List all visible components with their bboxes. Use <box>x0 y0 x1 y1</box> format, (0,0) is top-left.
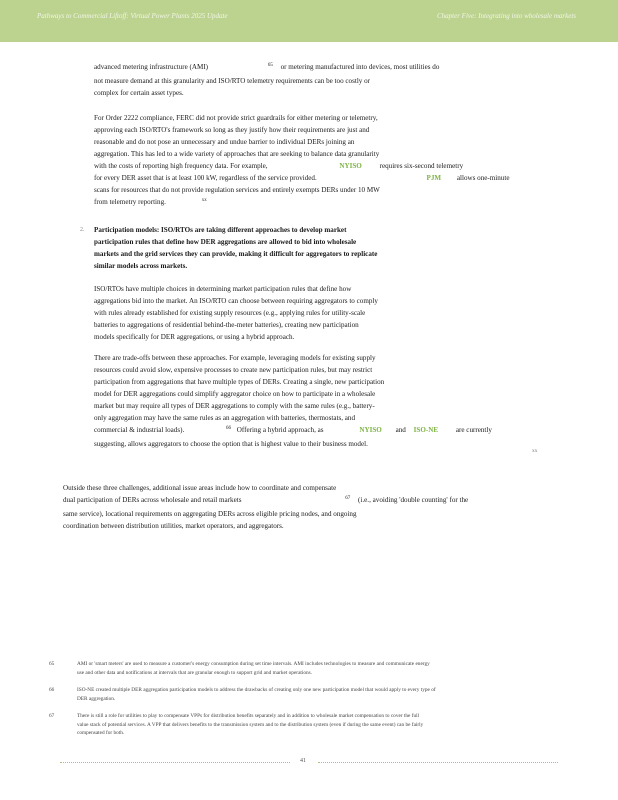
text: or metering manufactured into devices, most utilities do <box>280 63 440 71</box>
text: Offering a hybrid approach, as <box>236 426 324 434</box>
footnote-number: 66 <box>49 687 55 693</box>
chapter-title: Chapter Five: Integrating into wholesale markets <box>436 12 576 20</box>
text: approving each ISO/RTO's framework so long as they justify how their requirements are just and <box>94 126 370 134</box>
text: compensated for both. <box>77 730 125 736</box>
text: and <box>395 426 406 434</box>
paragraph-ferc <box>94 112 509 210</box>
footer-divider-right <box>318 762 558 763</box>
text: There is still a role for utilities to play to compensate VPPs for distribution benefits separately and in addition to wholesale market compensation to cover the full <box>77 713 420 719</box>
footer-divider-left <box>60 762 290 763</box>
text: not measure demand at this granularity and ISO/RTO telemetry requirements can be too costly or <box>94 77 371 85</box>
paragraph-iso-rto-choices <box>94 283 378 343</box>
text: resources could avoid slow, expensive processes to create new participation rules, but may restrict <box>94 366 373 374</box>
text: allows one-minute <box>456 174 510 182</box>
text: requires six-second telemetry <box>379 162 464 170</box>
text: DER aggregation. <box>77 695 116 702</box>
text: ISO/RTOs have multiple choices in determining market participation rules that define how <box>94 285 352 293</box>
text: scans for resources that do not provide regulation services and entirely exempts DERs under 10 MW <box>94 186 380 194</box>
text: suggesting, allows aggregators to choose the option that is highest value to their business model. <box>94 440 368 448</box>
text: use and other data and notifications at intervals that are granular enough to support grid and market operations. <box>77 669 313 676</box>
text: participation from aggregations that have multiple types of DERs. Creating a single, new participation <box>94 378 385 386</box>
text: batteries to aggregations of residential behind-the-meter batteries), creating new participation <box>94 321 359 329</box>
footnote-number: 65 <box>49 661 55 667</box>
text: (i.e., avoiding 'double counting' for the <box>358 496 469 504</box>
footnote-ref[interactable]: xx <box>532 448 538 454</box>
header-banner <box>0 0 618 42</box>
text: commercial & industrial loads). <box>94 426 185 434</box>
list-number: 2. <box>80 227 85 233</box>
paragraph-trade-offs <box>94 352 492 450</box>
text: dual participation of DERs across wholesale and retail markets <box>63 496 242 504</box>
footnote-number: 67 <box>49 713 55 719</box>
text: coordination between distribution utilities, market operators, and aggregators. <box>63 522 284 530</box>
text: For Order 2222 compliance, FERC did not provide strict guardrails for either metering or telemetry, <box>94 114 378 122</box>
footnote-ref[interactable]: 66 <box>226 426 232 431</box>
text: same service), locational requirements on aggregating DERs across eligible pricing nodes, and ongoing <box>63 510 357 518</box>
text: for every DER asset that is at least 100 kW, regardless of the service provided. <box>94 174 317 182</box>
text: reasonable and do not pose an unnecessary and undue barrier to individual DERs joining an <box>94 138 355 146</box>
text: with the costs of reporting high frequency data. For example, <box>94 162 268 170</box>
participation-models-heading <box>94 224 377 272</box>
footnote-ref[interactable]: 67 <box>345 496 351 501</box>
text: advanced metering infrastructure (AMI) <box>94 63 209 71</box>
text: aggregations bid into the market. An ISO/RTO can choose between requiring aggregators to comply <box>94 297 378 305</box>
text: AMI or 'smart meters' are used to measure a customer's energy consumption during set time intervals. AMI includes technologies to measure and communicate energy <box>77 661 430 667</box>
text: ISO-NE created multiple DER aggregation participation models to address the drawbacks of creating only one new participation model that would apply to every type of <box>77 687 436 693</box>
text: Outside these three challenges, additional issue areas include how to coordinate and compensate <box>63 484 337 492</box>
text: market but may require all types of DER aggregations to comply with the same rules (e.g., battery- <box>94 402 375 410</box>
text: model for DER aggregations could simplify aggregator choice on how to participate in a wholesale <box>94 390 376 398</box>
text: similar models across markets. <box>94 262 188 270</box>
footnote-67 <box>49 712 557 738</box>
paragraph-metering <box>94 61 439 99</box>
text: only aggregation may have the same rules as an aggregation with batteries, thermostats, and <box>94 414 356 422</box>
text: There are trade-offs between these approaches. For example, leveraging models for existing supply <box>94 354 376 362</box>
nyiso-link[interactable]: NYISO <box>339 162 362 170</box>
text: from telemetry reporting. <box>94 198 166 206</box>
text: aggregation. This has led to a wide variety of approaches that are seeking to balance data granularity <box>94 150 380 158</box>
text: markets and the grid services they can provide, making it difficult for aggregators to replicate <box>94 250 378 258</box>
nyiso-link[interactable]: NYISO <box>359 426 382 434</box>
text: value stack of potential services. A VPP that delivers benefits to the transmission system and to the distribution system (even if during the same event) can be fairly <box>77 721 424 728</box>
text: participation rules that define how DER aggregations are allowed to bid into wholesale <box>94 238 357 246</box>
footnote-ref[interactable]: 65 <box>267 63 273 68</box>
page-number: 41 <box>300 758 306 764</box>
footnote-66 <box>49 686 557 703</box>
paragraph-other-issues <box>63 482 468 532</box>
footnote-ref[interactable]: xx <box>201 198 207 203</box>
report-title: Pathways to Commercial Liftoff: Virtual Power Plants 2025 Update <box>37 12 228 20</box>
text: Participation models: ISO/RTOs are taking different approaches to develop market <box>94 226 347 234</box>
footnote-65 <box>49 660 557 677</box>
text: with rules already established for existing supply resources (e.g., applying rules for utility-scale <box>94 309 366 317</box>
iso-ne-link[interactable]: ISO-NE <box>413 426 439 434</box>
text: complex for certain asset types. <box>94 89 184 97</box>
text: are currently <box>455 426 492 434</box>
text: models specifically for DER aggregations, or using a hybrid approach. <box>94 333 295 341</box>
pjm-link[interactable]: PJM <box>426 174 442 182</box>
